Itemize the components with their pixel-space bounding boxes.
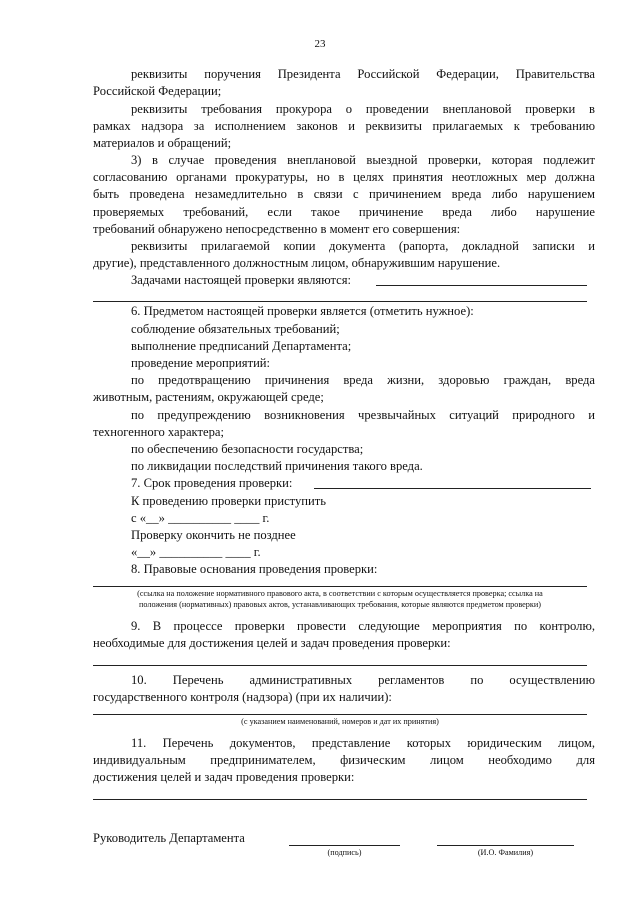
- legal-basis-caption: (ссылка на положение нормативного правового акта, в соответствии с которым осуществляется проверка; ссылка на: [137, 589, 543, 598]
- name-caption: (И.О. Фамилия): [477, 848, 534, 857]
- documents-line: достижения целей и задач проведения проверки:: [93, 770, 355, 784]
- signature-label: Руководитель Департамента: [93, 831, 245, 845]
- name-line: [437, 845, 574, 846]
- subject-option: выполнение предписаний Департамента;: [131, 339, 352, 353]
- text-line: реквизиты требования прокурора о проведении внеплановой проверки в: [131, 102, 595, 116]
- text-line: быть проведена незамедлительно в связи с причинением вреда либо нарушением: [93, 187, 595, 201]
- legal-basis-fill-line: [93, 586, 587, 587]
- text-line: материалов и обращений;: [93, 136, 232, 150]
- regulations-fill-line: [93, 714, 587, 715]
- regulations-caption: (с указанием наименований, номеров и дат их принятия): [241, 717, 439, 726]
- subject-option: соблюдение обязательных требований;: [131, 322, 340, 336]
- signature-line: [289, 845, 400, 846]
- page-number: 23: [314, 38, 326, 50]
- subject-heading: 6. Предметом настоящей проверки является (отметить нужное):: [131, 304, 474, 318]
- tasks-label: Задачами настоящей проверки являются:: [131, 273, 351, 287]
- text-line: согласованию органами прокуратуры, но в целях принятия неотложных мер должна: [93, 170, 595, 184]
- regulations-line: 10. Перечень административных регламентов по осуществлению: [131, 673, 595, 687]
- documents-fill-line: [93, 799, 587, 800]
- start-date: с «__» __________ ____ г.: [131, 511, 270, 525]
- end-label: Проверку окончить не позднее: [131, 528, 296, 542]
- subject-option: животным, растениям, окружающей среде;: [93, 390, 324, 404]
- text-line: проверяемых требований, если такое причинение вреда либо нарушение: [93, 205, 595, 219]
- text-line: реквизиты поручения Президента Российской Федерации, Правительства: [131, 67, 595, 81]
- subject-option: по предупреждению возникновения чрезвычайных ситуаций природного и: [131, 408, 595, 422]
- tasks-fill-line: [376, 285, 587, 286]
- text-line: реквизиты прилагаемой копии документа (рапорта, докладной записки и: [131, 239, 595, 253]
- documents-line: 11. Перечень документов, представление которых юридическим лицом,: [131, 736, 595, 750]
- subject-option: техногенного характера;: [93, 425, 224, 439]
- subject-option: по обеспечению безопасности государства;: [131, 442, 364, 456]
- signature-caption: (подпись): [327, 848, 362, 857]
- measures-line: 9. В процессе проверки провести следующие мероприятия по контролю,: [131, 619, 595, 633]
- legal-basis-caption: положения (нормативных) правовых актов, устанавливающих требования, которые являются предметом проверки): [139, 600, 541, 609]
- measures-line: необходимые для достижения целей и задач проведения проверки:: [93, 636, 451, 650]
- text-line: другие), представленного должностным лицом, обнаружившим нарушение.: [93, 256, 501, 270]
- end-date: «__» __________ ____ г.: [131, 545, 261, 559]
- text-line: требований обнаружено непосредственно в момент его совершения:: [93, 222, 461, 236]
- subject-option: проведение мероприятий:: [131, 356, 271, 370]
- legal-basis-heading: 8. Правовые основания проведения проверки:: [131, 562, 378, 576]
- text-line: Российской Федерации;: [93, 84, 222, 98]
- text-line: 3) в случае проведения внеплановой выездной проверки, которая подлежит: [131, 153, 595, 167]
- text-line: рамках надзора за исполнением законов и реквизиты прилагаемых к требованию: [93, 119, 595, 133]
- subject-option: по предотвращению причинения вреда жизни, здоровью граждан, вреда: [131, 373, 595, 387]
- regulations-line: государственного контроля (надзора) (при их наличии):: [93, 690, 392, 704]
- measures-fill-line: [93, 665, 587, 666]
- start-label: К проведению проверки приступить: [131, 494, 327, 508]
- tasks-fill-line: [93, 301, 587, 302]
- subject-option: по ликвидации последствий причинения такого вреда.: [131, 459, 423, 473]
- term-heading: 7. Срок проведения проверки:: [131, 476, 293, 490]
- term-fill-line: [314, 488, 591, 489]
- documents-line: индивидуальным предпринимателем, физическим лицом необходимо для: [93, 753, 595, 767]
